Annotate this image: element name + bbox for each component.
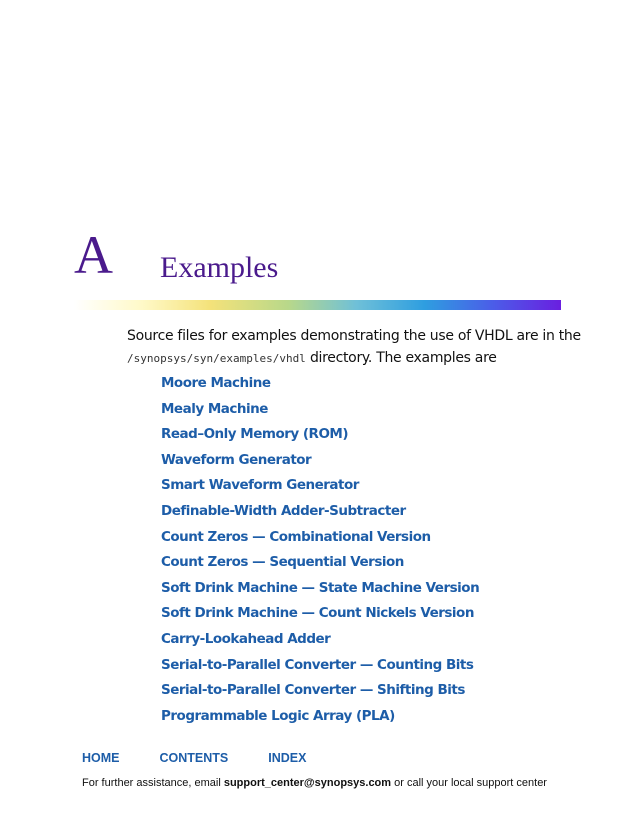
support-footer	[82, 777, 547, 789]
chapter-gradient-bar	[74, 300, 561, 310]
example-link[interactable]: Programmable Logic Array (PLA)	[161, 707, 395, 724]
intro-paragraph	[127, 325, 587, 370]
index-link[interactable]: INDEX	[268, 751, 307, 765]
example-link[interactable]: Moore Machine	[161, 375, 271, 391]
example-link[interactable]: Soft Drink Machine — State Machine Version	[161, 579, 480, 596]
example-link[interactable]: Definable-Width Adder-Subtracter	[161, 502, 406, 519]
example-link[interactable]: Mealy Machine	[161, 400, 268, 417]
example-link[interactable]: Smart Waveform Generator	[161, 477, 359, 494]
example-link[interactable]: Soft Drink Machine — Count Nickels Version	[161, 605, 474, 622]
support-email: support_center@synopsys.com	[223, 777, 392, 789]
example-link[interactable]: Read–Only Memory (ROM)	[161, 426, 349, 443]
chapter-letter: A	[74, 225, 113, 285]
chapter-title: Examples	[160, 251, 279, 284]
example-link[interactable]: Serial-to-Parallel Converter — Shifting Bits	[161, 682, 465, 699]
example-link[interactable]: Waveform Generator	[161, 451, 312, 468]
examples-path: /synopsys/syn/examples/vhdl	[127, 352, 306, 365]
intro-text-before: Source files for examples demonstrating the use of VHDL are in the	[127, 328, 581, 344]
footer-suffix: or call your local support center	[391, 777, 547, 789]
intro-text-after: directory. The examples are	[305, 350, 497, 366]
example-link-list	[161, 373, 479, 731]
example-link[interactable]: Carry-Lookahead Adder	[161, 630, 331, 647]
footer-prefix: For further assistance, email	[82, 777, 224, 789]
footer-nav	[82, 751, 346, 765]
home-link[interactable]: HOME	[82, 751, 120, 765]
example-link[interactable]: Serial-to-Parallel Converter — Counting Bits	[161, 656, 474, 673]
example-link[interactable]: Count Zeros — Sequential Version	[161, 554, 404, 571]
contents-link[interactable]: CONTENTS	[159, 751, 229, 765]
example-link[interactable]: Count Zeros — Combinational Version	[161, 528, 431, 545]
